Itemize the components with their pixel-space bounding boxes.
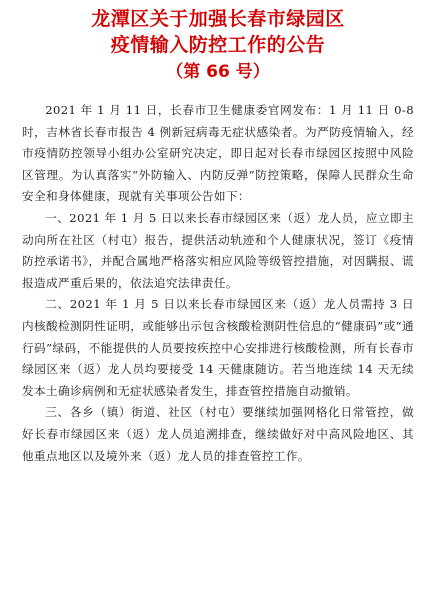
- notice-title-block: [22, 6, 414, 84]
- notice-title-line-1: 龙潭区关于加强长春市绿园区: [91, 8, 345, 30]
- paragraph-item-3: 三、各乡（镇）街道、社区（村屯）要继续加强网格化日常管控，做好长春市绿园区来（返）龙人员追溯排查，继续做好对中高风险地区、其他重点地区以及境外来（返）龙人员的排查管控工作。: [22, 405, 414, 463]
- notice-number: （第 66 号）: [166, 62, 270, 82]
- paragraph-item-2: 二、2021 年 1 月 5 日以来长春市绿园区来（返）龙人员需持 3 日内核酸检测阴性证明，或能够出示包含核酸检测阴性信息的“健康码”或“通行码”绿码，不能提供的人员要按疾控中心安排进行核酸检测，所有长春市绿园区来（返）龙人员均要接受 14 天健康随访。若当地连续 14 天无续发本土确诊病例和无症状感染者发生，排查管控措施自动撤销。: [22, 297, 414, 398]
- notice-body: [22, 100, 414, 467]
- notice-title-line-2: 疫情输入防控工作的公告: [110, 34, 326, 56]
- paragraph-item-1: 一、2021 年 1 月 5 日以来长春市绿园区来（返）龙人员，应立即主动向所在社区（村屯）报告，提供活动轨迹和个人健康状况，签订《疫情防控承诺书》，并配合属地严格落实相应风险等级管控措施，对因瞒报、谎报造成严重后果的，依法追究法律责任。: [22, 210, 414, 290]
- paragraph-intro: 2021 年 1 月 11 日，长春市卫生健康委官网发布：1 月 11 日 0-8 时，吉林省长春市报告 4 例新冠病毒无症状感染者。为严防疫情输入，经市疫情防控领导小组办公室研究决定，即日起对长春市绿园区按照中风险区管理。为认真落实“外防输入、内防反弹”防控策略，保障人民群众生命安全和身体健康，现就有关事项公告如下：: [22, 103, 414, 204]
